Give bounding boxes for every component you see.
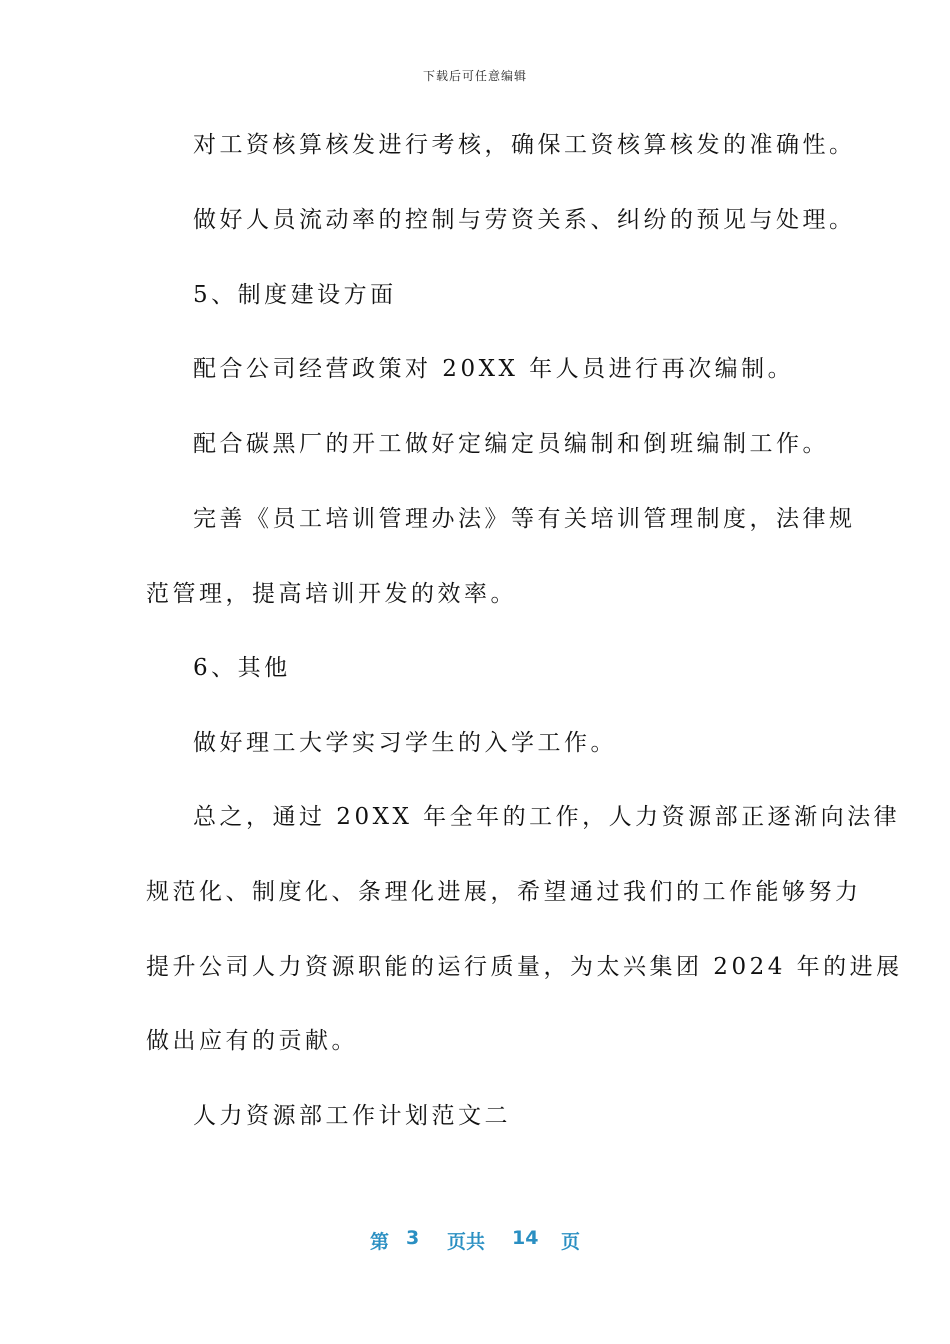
footer-mid: 页共 xyxy=(447,1231,486,1253)
body-line-5: 配合碳黑厂的开工做好定编定员编制和倒班编制工作。 xyxy=(193,431,829,457)
footer-prefix: 第 xyxy=(370,1231,390,1253)
body-line-10: 总之，通过 20XX 年全年的工作，人力资源部正逐渐向法律 xyxy=(193,804,901,830)
section-heading-6: 6、其他 xyxy=(193,655,291,681)
body-line-7: 范管理，提高培训开发的效率。 xyxy=(146,581,517,607)
footer-suffix: 页 xyxy=(561,1231,581,1253)
section-heading-5: 5、制度建设方面 xyxy=(193,282,397,308)
body-line-11: 规范化、制度化、条理化进展，希望通过我们的工作能够努力 xyxy=(146,879,862,905)
body-line-6: 完善《员工培训管理办法》等有关培训管理制度，法律规 xyxy=(193,506,856,532)
footer-total-pages: 14 xyxy=(512,1227,539,1249)
header-note: 下载后可任意编辑 xyxy=(422,69,527,83)
body-line-1: 对工资核算核发进行考核，确保工资核算核发的准确性。 xyxy=(193,132,856,158)
body-line-12: 提升公司人力资源职能的运行质量，为太兴集团 2024 年的进展 xyxy=(146,954,903,980)
body-line-4: 配合公司经营政策对 20XX 年人员进行再次编制。 xyxy=(193,356,795,382)
body-line-13: 做出应有的贡献。 xyxy=(146,1028,358,1054)
section-title: 人力资源部工作计划范文二 xyxy=(193,1103,511,1129)
body-line-9: 做好理工大学实习学生的入学工作。 xyxy=(193,730,617,756)
footer-current-page: 3 xyxy=(406,1227,420,1249)
body-line-2: 做好人员流动率的控制与劳资关系、纠纷的预见与处理。 xyxy=(193,207,856,233)
